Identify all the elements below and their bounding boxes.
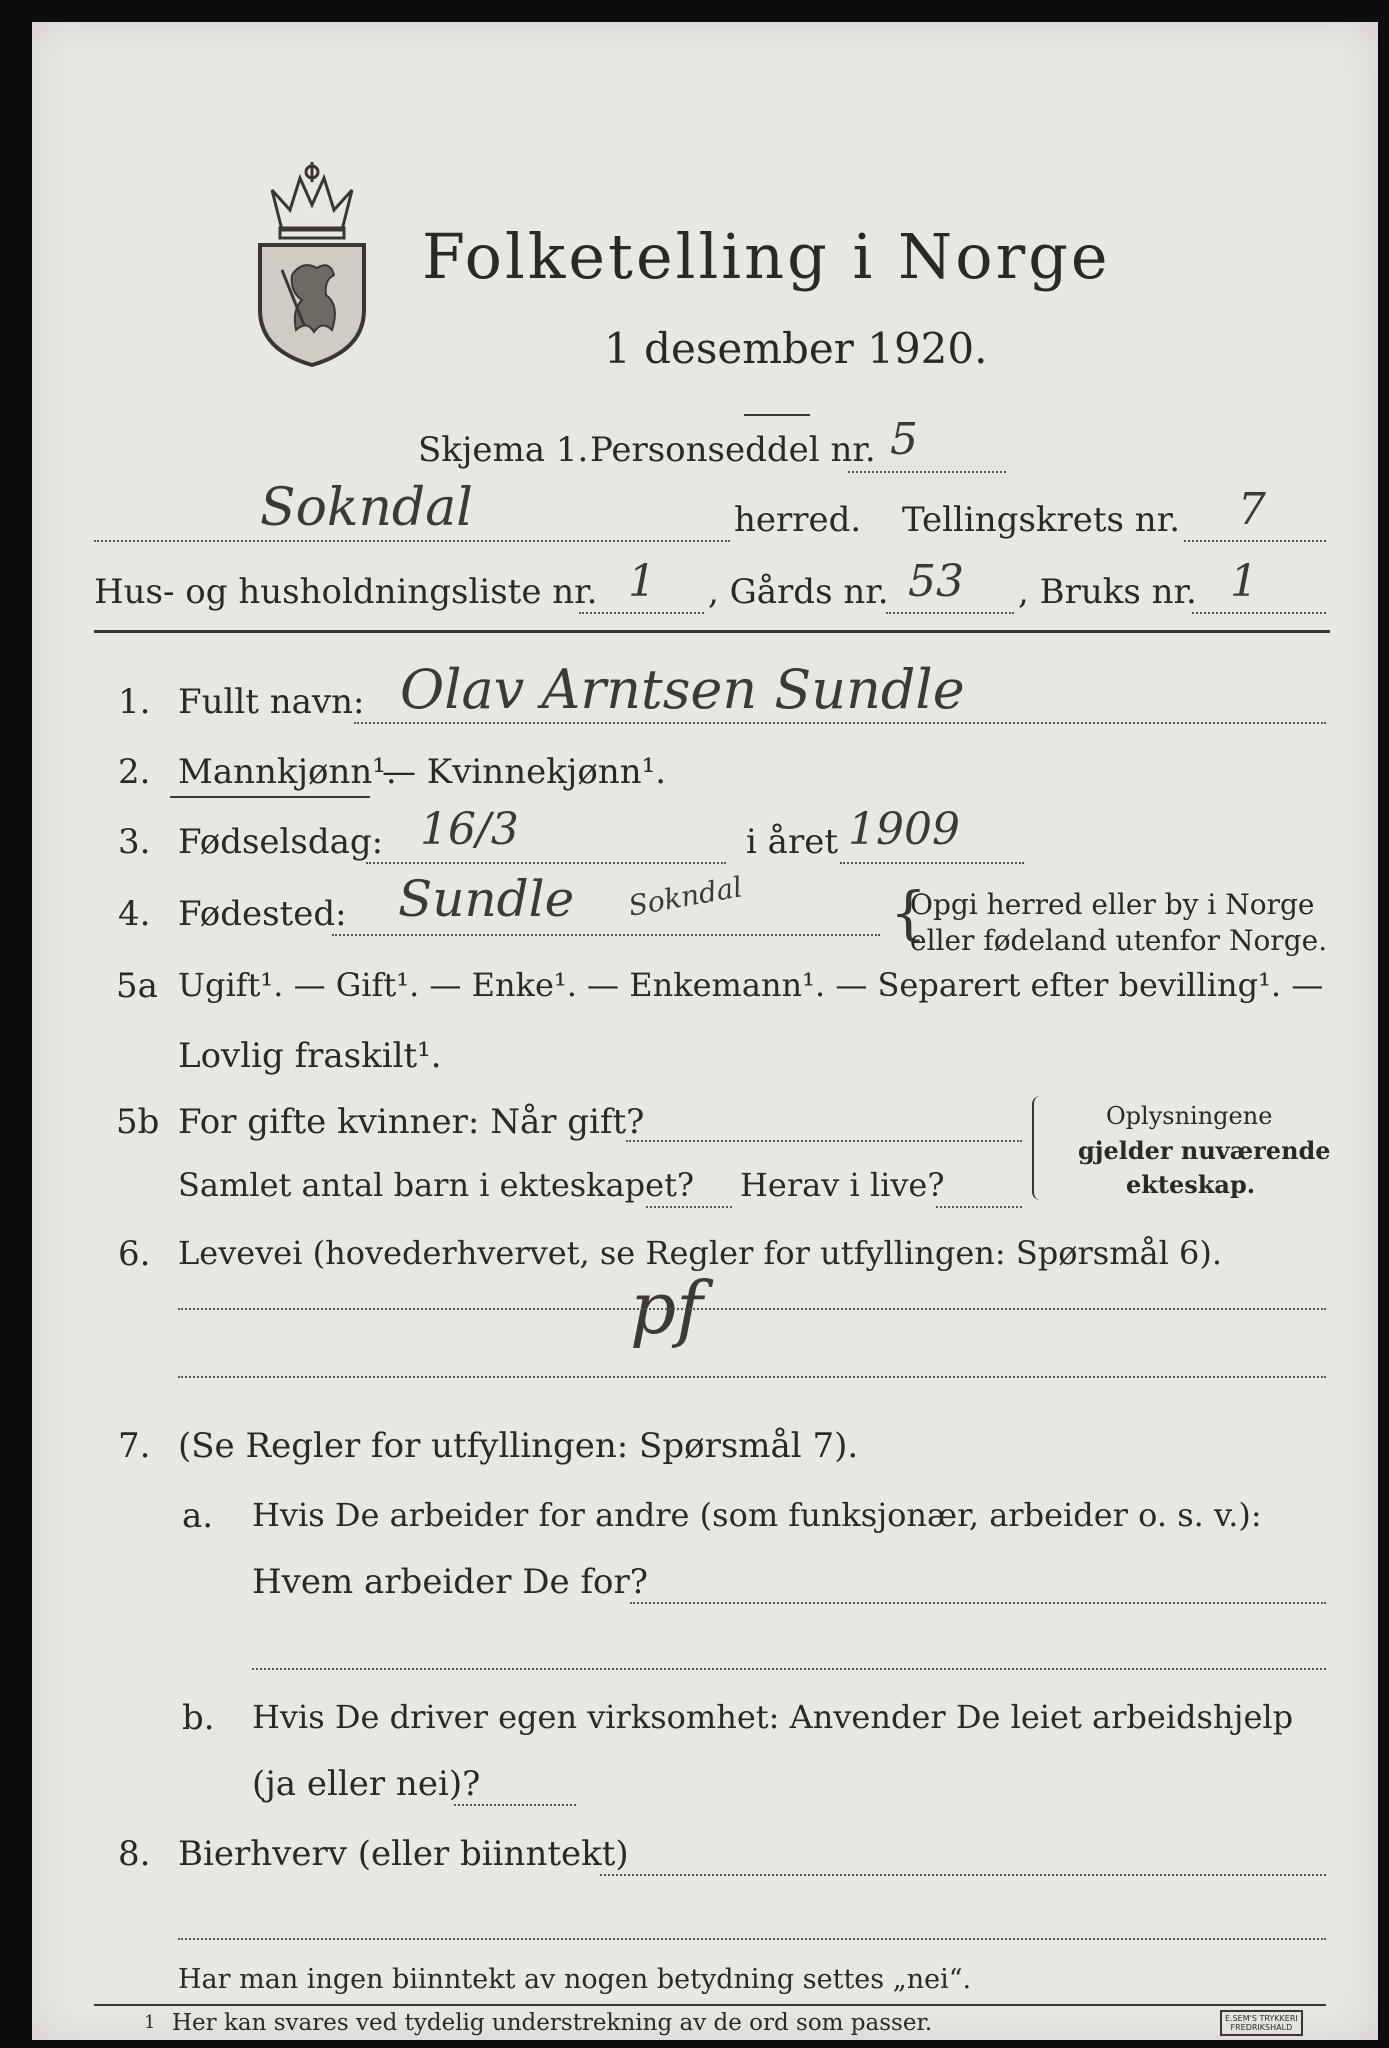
year-field[interactable] [840,862,1024,864]
employer-field-1[interactable] [630,1602,1326,1604]
q4-note-line1: Opgi herred eller by i Norge [910,888,1315,921]
marital-divorced: Lovlig fraskilt¹. [178,1036,442,1076]
coat-of-arms-icon [252,160,372,370]
q7b-letter: b. [182,1698,215,1738]
birthplace-field[interactable] [332,934,880,936]
alive-label: Herav i live? [740,1166,945,1204]
husliste-label: Hus- og husholdningsliste nr. [94,572,598,612]
q1-number: 1. [118,682,151,722]
q1-label: Fullt navn: [178,682,365,722]
personseddel-label: Personseddel nr. [590,430,876,470]
printer-stamp [1220,2010,1303,2036]
q4-note-line2: eller fødeland utenfor Norge. [910,924,1328,957]
married-when-field[interactable] [626,1140,1022,1142]
hired-help-field[interactable] [454,1804,576,1806]
children-field[interactable] [646,1206,732,1208]
q7-label: (Se Regler for utfyllingen: Spørsmål 7). [178,1426,859,1466]
census-form-sheet [32,22,1378,2040]
q7b-line2: (ja eller nei)? [252,1764,481,1804]
skjema-label: Skjema 1. [418,430,589,470]
side-income-field-1[interactable] [600,1874,1326,1876]
form-title: Folketelling i Norge [422,220,1111,293]
occupation-field-2[interactable] [178,1376,1326,1378]
full-name-value: Olav Arntsen Sundle [400,658,965,721]
q8-number: 8. [118,1834,151,1874]
bruks-label: , Bruks nr. [1018,572,1197,612]
tellingskrets-label: Tellingskrets nr. [902,500,1181,540]
header-rule [94,630,1330,633]
footnote-rule [94,2004,1326,2006]
occupation-field-1[interactable] [178,1308,1326,1310]
census-date: 1 desember 1920. [604,324,988,373]
q5b-note-line1: Oplysningene [1106,1102,1273,1130]
birthday-field[interactable] [366,862,726,864]
herred-field[interactable] [94,540,730,542]
printer-city: FREDRIKSHALD [1230,2023,1293,2032]
gards-value: 53 [908,556,964,607]
bruks-field[interactable] [1192,612,1326,614]
husliste-field[interactable] [579,612,704,614]
footnote-main: Har man ingen biinntekt av nogen betydning settes „nei“. [178,1964,972,1995]
marital-options: Ugift¹. — Gift¹. — Enke¹. — Enkemann¹. — Separert efter bevilling¹. — [178,966,1324,1004]
q5b-note-line2: gjelder nuværende [1078,1136,1331,1165]
q7a-letter: a. [182,1496,214,1536]
birthday-value: 16/3 [420,804,519,855]
husliste-value: 1 [628,556,656,607]
q5b-number: 5b [116,1102,160,1142]
footnote-text: Her kan svares ved tydelig understrekning av de ord som passer. [172,2010,933,2036]
occupation-value: pf [630,1266,703,1350]
q5b-brace [1032,1096,1040,1200]
q4-brace: { [890,879,927,947]
alive-field[interactable] [936,1206,1022,1208]
birthplace-value: Sundle [398,870,575,928]
gender-female: — Kvinnekjønn¹. [382,752,667,792]
q5b-note-line3: ekteskap. [1126,1170,1256,1199]
employer-field-2[interactable] [252,1668,1326,1670]
full-name-field[interactable] [354,722,1326,724]
title-divider [744,414,810,416]
q4-label: Fødested: [178,894,347,934]
herred-label: herred. [734,500,862,540]
q6-number: 6. [118,1234,151,1274]
year-value: 1909 [848,804,960,855]
gards-label: , Gårds nr. [708,572,889,612]
married-when-label: For gifte kvinner: Når gift? [178,1102,645,1142]
q8-label: Bierhverv (eller biinntekt) [178,1834,629,1874]
q3-label: Fødselsdag: [178,822,384,862]
q6-label: Levevei (hovederhvervet, se Regler for utfyllingen: Spørsmål 6). [178,1234,1223,1272]
q2-number: 2. [118,752,151,792]
footnote-number: 1 [144,2012,156,2033]
tellingskrets-field[interactable] [1184,540,1326,542]
printer-name: E.SEM'S TRYKKERI [1225,2014,1298,2023]
q3-number: 3. [118,822,151,862]
tellingskrets-value: 7 [1238,484,1266,535]
q7b-line1: Hvis De driver egen virksomhet: Anvender De leiet arbeidshjelp [252,1698,1294,1736]
birthplace-extra: Sokndal [626,870,745,923]
side-income-field-2[interactable] [178,1938,1326,1940]
q4-number: 4. [118,894,151,934]
gards-field[interactable] [886,612,1014,614]
personseddel-value: 5 [890,414,918,465]
personseddel-field[interactable] [848,471,1006,473]
male-underline [170,796,370,798]
year-label: i året [746,822,838,862]
children-label: Samlet antal barn i ekteskapet? [178,1166,695,1204]
q7a-line1: Hvis De arbeider for andre (som funksjonær, arbeider o. s. v.): [252,1496,1262,1534]
q7-number: 7. [118,1426,151,1466]
q5a-number: 5a [116,966,158,1006]
q7a-line2: Hvem arbeider De for? [252,1562,648,1602]
gender-male: Mannkjønn¹. [178,752,397,792]
bruks-value: 1 [1230,556,1258,607]
herred-value: Sokndal [260,478,473,538]
